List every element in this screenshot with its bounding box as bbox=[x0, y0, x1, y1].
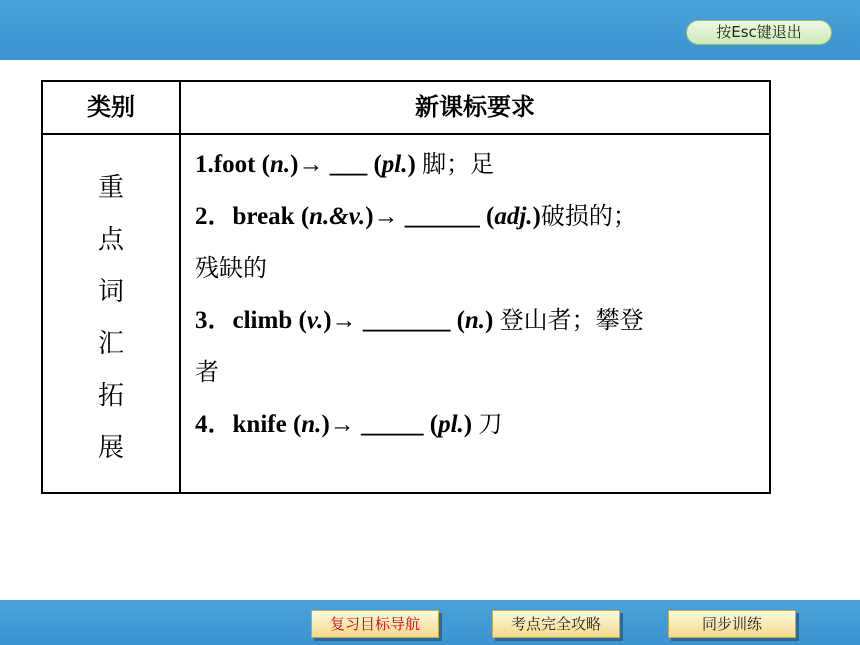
item-meaning: 残缺的 bbox=[195, 254, 267, 282]
item-target: pl. bbox=[438, 411, 464, 438]
answer-blank: ______ bbox=[404, 203, 480, 230]
item-pos: n. bbox=[269, 151, 291, 178]
item-number: 2． bbox=[195, 203, 233, 230]
category-char: 点 bbox=[97, 225, 124, 255]
answer-blank: _____ bbox=[361, 411, 424, 438]
vocab-item-1: 1.foot (n.)→ ___ (pl.) 脚；足 bbox=[195, 150, 495, 178]
item-word: foot bbox=[213, 151, 256, 178]
answer-blank: ___ bbox=[329, 151, 368, 178]
item-word: knife bbox=[232, 411, 287, 438]
item-target: adj. bbox=[494, 203, 533, 230]
category-char: 重 bbox=[97, 173, 124, 203]
category-char: 词 bbox=[97, 277, 124, 307]
category-char: 汇 bbox=[97, 329, 124, 359]
key-points-button[interactable]: 考点完全攻略 bbox=[492, 610, 620, 638]
item-meaning: 者 bbox=[195, 358, 219, 386]
column-divider bbox=[179, 82, 181, 492]
vocab-item-3: 3．climb (v.)→ _______ (n.) 登山者；攀登 bbox=[195, 306, 644, 334]
header-category: 类别 bbox=[87, 93, 135, 121]
item-pos: v. bbox=[306, 307, 324, 334]
item-meaning: 破损的； bbox=[540, 202, 637, 230]
review-goals-button[interactable]: 复习目标导航 bbox=[311, 610, 439, 638]
vocab-item-2: 2．break (n.&v.)→ ______ (adj.)破损的； bbox=[195, 202, 637, 230]
item-meaning: 刀 bbox=[478, 410, 503, 438]
item-meaning: 登山者；攀登 bbox=[499, 306, 644, 334]
sync-training-button[interactable]: 同步训练 bbox=[668, 610, 796, 638]
exit-button[interactable]: 按Esc键退出 bbox=[686, 20, 832, 45]
vocab-item-3-cont bbox=[195, 346, 765, 398]
item-word: break bbox=[232, 203, 295, 230]
vocab-item-2-cont bbox=[195, 242, 765, 294]
vocab-table bbox=[41, 80, 771, 494]
category-char: 展 bbox=[97, 433, 124, 463]
item-number: 1. bbox=[195, 151, 214, 178]
item-target: pl. bbox=[381, 151, 408, 178]
requirement-content bbox=[195, 138, 765, 450]
category-label bbox=[43, 162, 179, 474]
category-char: 拓 bbox=[97, 381, 124, 411]
item-target: n. bbox=[464, 307, 486, 334]
item-pos: n. bbox=[301, 411, 322, 438]
vocab-item-4: 4．knife (n.)→ _____ (pl.) 刀 bbox=[195, 410, 503, 438]
item-meaning: 脚；足 bbox=[422, 150, 495, 178]
item-pos: n.&v. bbox=[309, 203, 366, 230]
item-word: climb bbox=[232, 307, 293, 334]
item-number: 4． bbox=[195, 411, 233, 438]
row-divider bbox=[43, 133, 769, 135]
answer-blank: _______ bbox=[362, 307, 451, 334]
top-bar bbox=[0, 0, 860, 60]
header-requirement: 新课标要求 bbox=[415, 93, 535, 121]
item-number: 3． bbox=[195, 307, 233, 334]
